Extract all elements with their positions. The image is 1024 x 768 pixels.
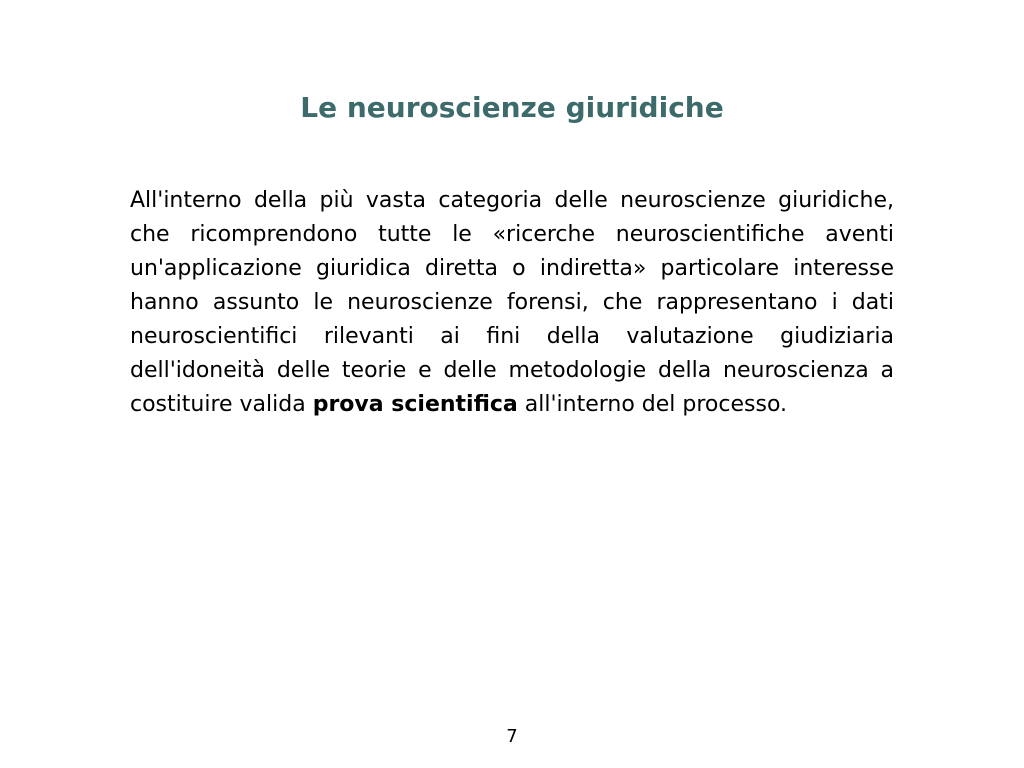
slide-title: Le neuroscienze giuridiche — [300, 91, 724, 124]
page-number: 7 — [506, 726, 518, 747]
body-text-after: all'interno del processo. — [517, 392, 788, 417]
body-text-bold-term: prova scientifica — [312, 392, 518, 417]
slide-body-paragraph — [130, 184, 894, 422]
body-text-before: All'interno della più vasta categoria delle neuroscienze giuridiche, che ricomprendono tutte le «ricerche neuroscientifiche aventi un'applicazione giuridica diretta o indiretta» particolare interesse hanno assunto le neuroscienze forensi, che rappresentano i dati neuroscientifici rilevanti ai fini della valutazione giudiziaria dell'idoneità delle teorie e delle metodologie della neuroscienza a costituire valida — [130, 188, 894, 417]
